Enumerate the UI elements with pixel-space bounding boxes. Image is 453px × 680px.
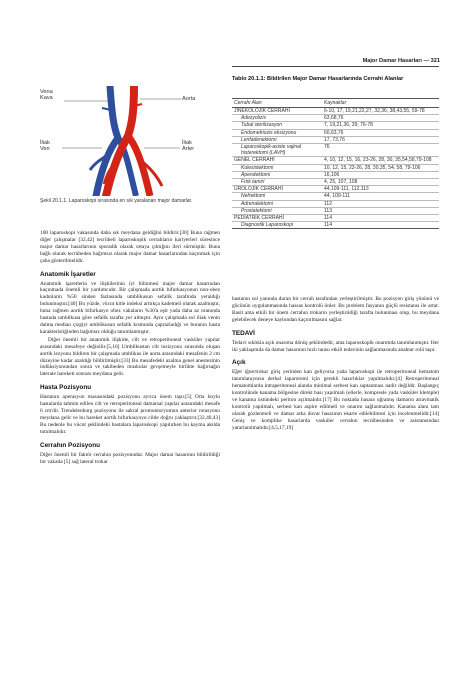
- references-cell: 6-10, 17, 19,21,22,27, 32,36, 38,43,55, 59-78: [322, 108, 439, 115]
- references-cell: 7, 19,21,36, 39, 76-78: [322, 122, 439, 129]
- table-row: [232, 186, 439, 193]
- table-row: [232, 179, 439, 186]
- section-heading-hasta-pozisyonu: Hasta Pozisyonu: [40, 384, 92, 392]
- left-column: [40, 230, 220, 466]
- continuation-paragraph: hastanın sol yanında duran bir cerrah tarafından yerleştirilmiştir. Bu pozisyon giriş yönünü ve gücünün uygulanmasında hassas kontrolü önler. Bu problem fasyanın güçlü resistansı ile artar. Basit ama etkili bir önem cerrahın trokarın yerleştirildiği tarafta bulunması olup, bu meydana gelebilecek deneye kaybından kaçınılmasını sağlar.: [232, 296, 439, 323]
- table-row: [232, 136, 439, 143]
- surgical-area-cell: Apendektomi: [232, 171, 322, 178]
- surgical-area-cell: Fıtık tamiri: [232, 179, 322, 186]
- references-cell: 44, 109-111: [322, 193, 439, 200]
- cerrahin-paragraph: Diğer önemli bir faktör cerrahın pozisyonudur. Major damar hasarının bildirildiği bir vakada [5] sağ lateral trokar: [40, 451, 220, 465]
- surgical-area-cell: Kolesistektomi: [232, 164, 322, 171]
- table-row: [232, 222, 439, 229]
- column-header: Cerrahi Alan: [232, 99, 322, 108]
- section-heading-acik: Açık: [232, 359, 246, 367]
- label-iliak-ven: İliak Ven: [40, 140, 50, 153]
- references-cell: 44,109-111, 112,113: [322, 186, 439, 193]
- references-cell: 17, 73,76: [322, 136, 439, 143]
- anatomik-paragraph: Anatomik işaretlerin ve ilişkilerinin iyi bilinmesi major damar hasarından kaçınmada önemli bir yardımcıdır. Bir çalışmada aortik bifurkasyonun non-obez kadınların %50 sinden fazlasında umblikusun sefalik tarafında yeraldığı bulunmuştur.[40] Bu yüzde, vücut kitle indeksi arttıkça kademeli olarak azalmıştır, buna rağmen aortik bifurkasyo obez vakaların %30'a eşit yada daha az oranında hastada umblikusa göre sefalik tarafta yer almıştır. Aynı çalışmada sol iliak venin daima median çizgiyi umblikusun sefalik kısmında çaprazladığı ve buranın hasta karakteristiğinden bağımsız olduğu tanımlanmıştır.: [40, 280, 220, 335]
- column-header: Kaynaklar: [322, 99, 439, 108]
- surgical-area-cell: Nefrektomi: [232, 193, 322, 200]
- acik-paragraph: Eğer iğne/trokar giriş yerinden kan geliyorsa yada laparoskopi ile retroperitoneal hematom tanımlanıyorsa derhal laparotomi için gerekli hazırlıklar yapılmalıdır.[4] Retroperitoneal hematomlarda intraperitoneal alanda minimal serbest kan saptanması nadir değildir. Başlangıç kontrolünde kanama bölgesine direkt bası yapılmalı (ellerle, kompresle yada vasküler klemple) ve kanama üstündeki periton açılmalıdır.[17] Bu noktada hasara uğramış damarın atravmatik kontrolü yapılmalı, serbest kan aspire edilmeli ve onarım sağlanmalıdır. Kanama alanı tam olarak gözlenmeli ve damar arka duvar hasarının ekarte edilebilmesi için incelenmelidir.[14] Geniş ve komplike hasarlarda vasküler cerrahın tecrübesinden ve asistansından yararlanılmalıdır.[4,5,17,19]: [232, 369, 439, 431]
- surgical-area-cell: Adrenalektomi: [232, 200, 322, 207]
- surgical-area-cell: Prostatektomi: [232, 207, 322, 214]
- table-row: [232, 171, 439, 178]
- right-column: [232, 296, 439, 433]
- running-header: Major Damar Hasarları — 321: [362, 58, 440, 64]
- references-cell: 63,68,76: [322, 115, 439, 122]
- hasta-paragraph: Hastanın operasyon masasındaki pozisyonu ayrıca önem taşır.[5] Orta boylu hastalarda tahmin edilen cilt ve retroperitoneal damarsal yapılar arasındaki mesafe 6 cm'dir. Trendelenburg pozisyonu ile sakral promontoryumun anterior rotasyonu meydana gelir ve bu hareket aortik bifurkasyoyu cilde doğru yaklaştırır.[32,40,43] Bu nedenle bu vücut şeklindeki hastalara laparoskopi yapılırken bu kayma akılda tutulmalıdır.: [40, 394, 220, 435]
- table-row: [232, 157, 439, 164]
- table-row: [232, 193, 439, 200]
- table-row: [232, 164, 439, 171]
- tedavi-paragraph: Tedavi sıklıkla açık onarıma dönüş şeklindedir, ama laparoskopik onarımda tanımlanmıştır. Her iki yaklaşımda da damar hasarının hızlı tanısı etkili tedavinin sağlanmasında anahtar rolü taşır.: [232, 339, 439, 353]
- table-header-row: [232, 99, 439, 108]
- references-cell: 114: [322, 215, 439, 222]
- table-row: [232, 108, 439, 115]
- surgical-area-cell: JİNEKOLOJİK CERRAHİ: [232, 108, 322, 115]
- figure-caption: Şekil 20.1.1. Laparoskopi sırasında en sık yaralanan major damarlar.: [40, 198, 193, 204]
- surgical-area-cell: Tubal sterilizasyon: [232, 122, 322, 129]
- label-iliak-arter: İliak Arter: [182, 140, 195, 153]
- intro-paragraph: 100 laparoskopi vakasında daha sık meydana geldiğini bildirir.[30] Buna rağmen diğer çalışmalar [32,42] tecrübeli laparoskopik cerrahların kariyerleri süresince major damar hasarlarının sporadik olarak ortaya çıktığını ileri sürmüştür. Buna bağlı olarak tecrübeden bağımsız olarak major damar hasarlarından kaçınmak için çaba gösterilmelidir.: [40, 230, 220, 264]
- surgical-area-cell: ÜROLOJİK CERRAHİ: [232, 186, 322, 193]
- vessel-figure: [40, 86, 212, 196]
- surgical-area-cell: Laparoskopik-asiste vajinal histerektomi (LAVH): [232, 144, 322, 157]
- section-heading-cerrahin-pozisyonu: Cerrahın Pozisyonu: [40, 441, 101, 449]
- references-cell: 4, 10, 12, 15, 16, 23-26, 28, 30, 35,54,58,79-108: [322, 157, 439, 164]
- references-cell: 112: [322, 200, 439, 207]
- table-row: [232, 215, 439, 222]
- table-row: [232, 200, 439, 207]
- references-cell: 114: [322, 222, 439, 229]
- section-heading-tedavi: TEDAVİ: [232, 329, 255, 337]
- references-cell: 76: [322, 144, 439, 157]
- surgical-area-cell: PEDİATRİK CERRAHİ: [232, 215, 322, 222]
- label-vena-kava: Vena Kava: [40, 89, 53, 102]
- label-aorta: Aorta: [182, 96, 196, 102]
- table-title: Tablo 20.1.1: Bildirilen Major Damar Hasarlarında Cerrahi Alanlar: [232, 76, 404, 82]
- table-row: [232, 207, 439, 214]
- table-row: [232, 129, 439, 136]
- references-cell: 10, 12, 15, 23-26, 28, 30,35, 54, 58, 79-106: [322, 164, 439, 171]
- table-body: [232, 108, 439, 229]
- surgical-area-cell: Lenfadenektomi: [232, 136, 322, 143]
- references-cell: 113: [322, 207, 439, 214]
- table-row: [232, 122, 439, 129]
- header-rule: [232, 66, 439, 67]
- surgical-area-cell: Adezyolizis: [232, 115, 322, 122]
- references-cell: 16,106: [322, 171, 439, 178]
- surgical-area-cell: Diagnostik Laparoskopi: [232, 222, 322, 229]
- surgical-area-cell: GENEL CERRAHİ: [232, 157, 322, 164]
- references-cell: 60,63,76: [322, 129, 439, 136]
- surgical-areas-table: [232, 98, 439, 229]
- references-cell: 4, 25, 107, 108: [322, 179, 439, 186]
- table-row: [232, 115, 439, 122]
- table-row: [232, 144, 439, 157]
- section-heading-anatomik: Anatomik İşaretler: [40, 270, 96, 278]
- anatomik-paragraph-2: Diğer önemli bir anatomik ilişkide, cilt ve retroperitoneal vasküler yapılar arasındaki mesafeye değinilir.[5,16] Umblikustan cilt insizyonu sırasında oluşan aortik lezyonu bildiren bir çalışmada umblikus ile aorta arasındaki mesafenin 2 cm düzeyine kadar azaldığı bildirilmiştir.[33] Bu mesafedeki azalma genel anestezinin indüksiyonundan sonra ve takibeden muskular gevşemeyle birlikte bağırsağın laterale hareketi sonrası meydana gelir.: [40, 336, 220, 378]
- surgical-area-cell: Endometriozis eksizyonu: [232, 129, 322, 136]
